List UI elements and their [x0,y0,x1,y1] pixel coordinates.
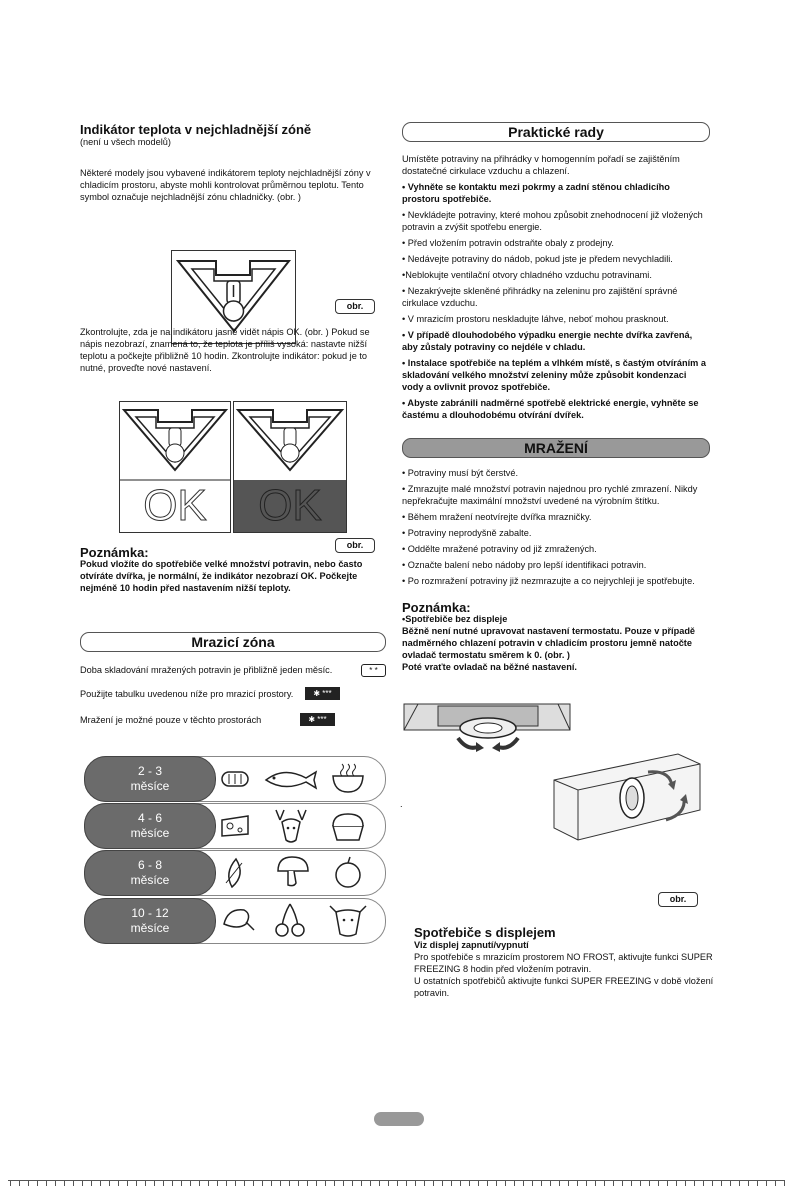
ruler-tick [712,1180,713,1186]
ruler-tick [316,1180,317,1186]
ruler-tick [262,1180,263,1186]
indicator-ok-dark [233,401,347,533]
ruler-tick [307,1180,308,1186]
freezer-zone-title: Mrazicí zóna [80,632,386,652]
deer-icon [276,810,306,842]
ruler-tick [424,1180,425,1186]
ruler-tick [325,1180,326,1186]
ruler-tick [631,1180,632,1186]
ruler-tick [730,1180,731,1186]
ruler-tick [406,1180,407,1186]
duration-range: 10 - 12 [131,906,169,920]
ruler-tick [604,1180,605,1186]
ruler-tick [703,1180,704,1186]
ruler-tick [514,1180,515,1186]
fish-icon [266,772,316,788]
storage-duration-4 [84,898,216,944]
ruler-tick [640,1180,641,1186]
freezer-line-3: Mražení je možné pouze v těchto prostorách [80,715,262,725]
ruler-tick [568,1180,569,1186]
freezing-list [402,467,708,591]
tip-item: •Neblokujte ventilační otvory chladného vzduchu potravinami. [402,270,652,280]
ruler-tick [100,1180,101,1186]
ruler-tick [334,1180,335,1186]
note-subtitle: •Spotřebiče bez displeje [402,614,508,624]
ruler-tick [352,1180,353,1186]
indicator-subtitle: (není u všech modelů) [80,137,171,147]
ruler-tick [136,1180,137,1186]
freezing-item: • Po rozmražení potraviny již nezmrazujte a co nejrychleji je spotřebujte. [402,576,695,586]
tip-item: • V případě dlouhodobého výpadku energie nechte dvířka zavřená, aby zůstaly potraviny co nejdéle v chladu. [402,330,693,352]
ruler-tick [190,1180,191,1186]
thermostat-side-illustration [548,750,708,846]
apple-icon [336,857,360,887]
ruler-tick [721,1180,722,1186]
ruler-tick [595,1180,596,1186]
duration-range: 4 - 6 [137,811,162,825]
ruler-tick [19,1180,20,1186]
storage-duration-3 [84,850,216,896]
ruler-tick [109,1180,110,1186]
ruler-tick [541,1180,542,1186]
ruler-tick [550,1180,551,1186]
ok-text-light: OK [143,481,207,530]
ruler-tick [739,1180,740,1186]
ruler-tick [235,1180,236,1186]
figure-ref-3: obr. [658,892,698,907]
ok-text-dark: OK [258,481,322,530]
ruler-tick [622,1180,623,1186]
ruler-tick [784,1180,785,1186]
ruler-tick [676,1180,677,1186]
tip-item: • Vyhněte se kontaktu mezi pokrmy a zadní stěnou chladicího prostoru spotřebiče. [402,182,670,204]
ruler-tick [145,1180,146,1186]
ruler-tick [766,1180,767,1186]
freezing-title: MRAŽENÍ [402,438,710,458]
ruler-tick [685,1180,686,1186]
ruler-tick [496,1180,497,1186]
vegetable-mushroom-fruit-icons [218,853,378,891]
tip-item: • Nevkládejte potraviny, které mohou způsobit znehodnocení již vložených potravin a zvýšit spotřebu energie. [402,210,703,232]
note-text-right-2: Poté vraťte ovladač na běžné nastavení. [402,662,577,672]
duration-unit: měsíce [130,873,170,887]
ruler-tick [532,1180,533,1186]
ruler-tick [415,1180,416,1186]
freezing-item: • Potraviny neprodyšně zabalte. [402,528,532,538]
ruler-tick [64,1180,65,1186]
ruler-tick [649,1180,650,1186]
ruler-tick [28,1180,29,1186]
ruler-tick [460,1180,461,1186]
soup-icon [333,764,363,792]
ruler-tick [397,1180,398,1186]
note-title-left: Poznámka: [80,545,149,560]
ruler-tick [226,1180,227,1186]
ruler-tick [613,1180,614,1186]
ruler-tick [442,1180,443,1186]
ruler-tick [658,1180,659,1186]
ruler-tick [91,1180,92,1186]
freezing-item: • Zmrazujte malé množství potravin najednou pro rychlé zmrazení. Nikdy nepřekračujte maximální množství uvedené na výrobním štítku. [402,484,698,506]
ruler-tick [559,1180,560,1186]
star-rating-4-b: ✱ *** [300,713,335,726]
display-body [414,939,714,999]
ruler-tick [343,1180,344,1186]
cherry-icon [276,904,304,936]
freezer-line-1: Doba skladování mražených potravin je přibližně jeden měsíc. [80,665,333,675]
ruler-tick [73,1180,74,1186]
ruler-tick [55,1180,56,1186]
cheese-icon [222,816,248,836]
ruler-tick [208,1180,209,1186]
display-paragraph-1: Pro spotřebiče s mrazicím prostorem NO FROST, aktivujte funkci SUPER FREEZING 8 hodin před vložením potravin. [414,952,713,974]
practical-tips-title: Praktické rady [402,122,710,142]
indicator-title: Indikátor teplota v nejchladnější zóně [80,122,312,137]
tips-list [402,153,708,425]
chicken-leg-icon [224,910,254,930]
note-right-body [402,613,708,673]
ruler-tick [199,1180,200,1186]
ruler-tick [694,1180,695,1186]
ruler-tick [586,1180,587,1186]
ruler-tick [370,1180,371,1186]
duration-unit: měsíce [130,779,170,793]
bread-fish-soup-icons [218,762,378,796]
ruler-tick [289,1180,290,1186]
freezing-item: • Oddělte mražené potraviny od již zmražených. [402,544,597,554]
freezer-line-2: Použijte tabulku uvedenou níže pro mrazicí prostory. [80,689,294,699]
ruler-tick [478,1180,479,1186]
tip-item: • Před vložením potravin odstraňte obaly z prodejny. [402,238,614,248]
cake-icon [333,814,363,840]
duration-unit: měsíce [130,826,170,840]
ruler-tick [388,1180,389,1186]
ruler-tick [280,1180,281,1186]
ruler-tick [667,1180,668,1186]
cheese-deer-cake-icons [218,806,378,844]
ruler-tick [433,1180,434,1186]
star-rating-2: * * [361,664,386,677]
figure-ref-1: obr. [335,299,375,314]
ruler-tick [451,1180,452,1186]
vegetable-icon [226,859,242,887]
ruler-tick [37,1180,38,1186]
duration-range: 2 - 3 [137,764,162,778]
ruler-tick [244,1180,245,1186]
mushroom-icon [278,857,308,886]
ruler-tick [82,1180,83,1186]
freezing-item: • Označte balení nebo nádoby pro lepší identifikaci potravin. [402,560,647,570]
ruler-tick [172,1180,173,1186]
ruler-tick [127,1180,128,1186]
ruler-tick [523,1180,524,1186]
ruler-tick [271,1180,272,1186]
duration-unit: měsíce [130,921,170,935]
freezing-item: • Potraviny musí být čerstvé. [402,468,519,478]
ruler-tick [217,1180,218,1186]
ruler-tick [154,1180,155,1186]
storage-duration-1 [84,756,216,802]
tip-item: • Abyste zabránili nadměrné spotřebě elektrické energie, vyhněte se častému a dlouhodobému otvírání dvířek. [402,398,699,420]
ruler-tick [379,1180,380,1186]
ruler-tick [469,1180,470,1186]
tips-intro: Umístěte potraviny na přihrádky v homogenním pořadí se zajištěním dostatečné cirkulace vzduchu a chlazení. [402,154,680,176]
ruler-tick [505,1180,506,1186]
tip-item: • V mrazicím prostoru neskladujte láhve, neboť mohou prasknout. [402,314,669,324]
display-subtitle: Viz displej zapnutí/vypnutí [414,940,529,950]
stray-dot: . [400,799,403,809]
indicator-paragraph-1: Některé modely jsou vybavené indikátorem teploty nejchladnější zóny v chladicím prostoru, abyste mohli kontrolovat průměrnou teplotu. Tento symbol označuje nejchladnější zónu chladničky. (obr. ) [80,168,371,202]
ruler-tick [163,1180,164,1186]
indicator-paragraph-2: Zkontrolujte, zda je na indikátoru jasně vidět nápis OK. (obr. ) Pokud se nápis nezobrazí, znamená to, že teplota je příliš vysoká: nastavte nižší teplotu a počkejte přibližně 10 hodin. Zkontrolujte indikátor: pokud je to nutné, proveďte nové nastavení. [80,327,370,373]
ruler-tick [298,1180,299,1186]
display-paragraph-2: U ostatních spotřebičů aktivujte funkci SUPER FREEZING v době vložení potravin. [414,976,714,998]
tip-item: • Nedávejte potraviny do nádob, pokud jste je předem nevychladili. [402,254,673,264]
chicken-cherry-cow-icons [218,900,378,940]
figure-ref-2: obr. [335,538,375,553]
display-title: Spotřebiče s displejem [414,925,556,940]
ruler-tick [487,1180,488,1186]
duration-range: 6 - 8 [137,858,162,872]
freezing-item: • Během mražení neotvírejte dvířka mrazničky. [402,512,592,522]
storage-duration-2 [84,803,216,849]
cow-head-icon [330,906,366,936]
ruler-tick [253,1180,254,1186]
note-title-right: Poznámka: [402,600,471,615]
ruler-tick [10,1180,11,1186]
page-number-badge [374,1112,424,1126]
ruler-tick [181,1180,182,1186]
tip-item: • Instalace spotřebiče na teplém a vlhkém místě, s častým otvíráním a skladování velkého množství zeleniny může způsobit kondenzaci vody a ovlivnit provoz spotřebiče. [402,358,706,392]
ruler-tick [748,1180,749,1186]
ruler-tick [775,1180,776,1186]
ruler-tick [118,1180,119,1186]
note-text-right: Běžně není nutné upravovat nastavení termostatu. Pouze v případě nadměrného chlazení potravin v chladicím prostoru jemně natočte ovladač termostatu směrem k 0. (obr. ) [402,626,696,660]
indicator-ok-light [119,401,231,533]
bread-icon [222,772,248,786]
tip-item: • Nezakrývejte skleněné přihrádky na zeleninu pro zajištění správné cirkulace vzduchu. [402,286,678,308]
star-rating-4-a: ✱ *** [305,687,340,700]
note-text-left: Pokud vložíte do spotřebiče velké množství potravin, nebo často otvíráte dvířka, je normální, že indikátor nezobrazí OK. Počkejte nejméně 10 hodin před nastavením nižší teploty. [80,559,363,593]
ruler-tick [46,1180,47,1186]
ruler-tick [577,1180,578,1186]
ruler-tick [757,1180,758,1186]
ruler-tick [361,1180,362,1186]
